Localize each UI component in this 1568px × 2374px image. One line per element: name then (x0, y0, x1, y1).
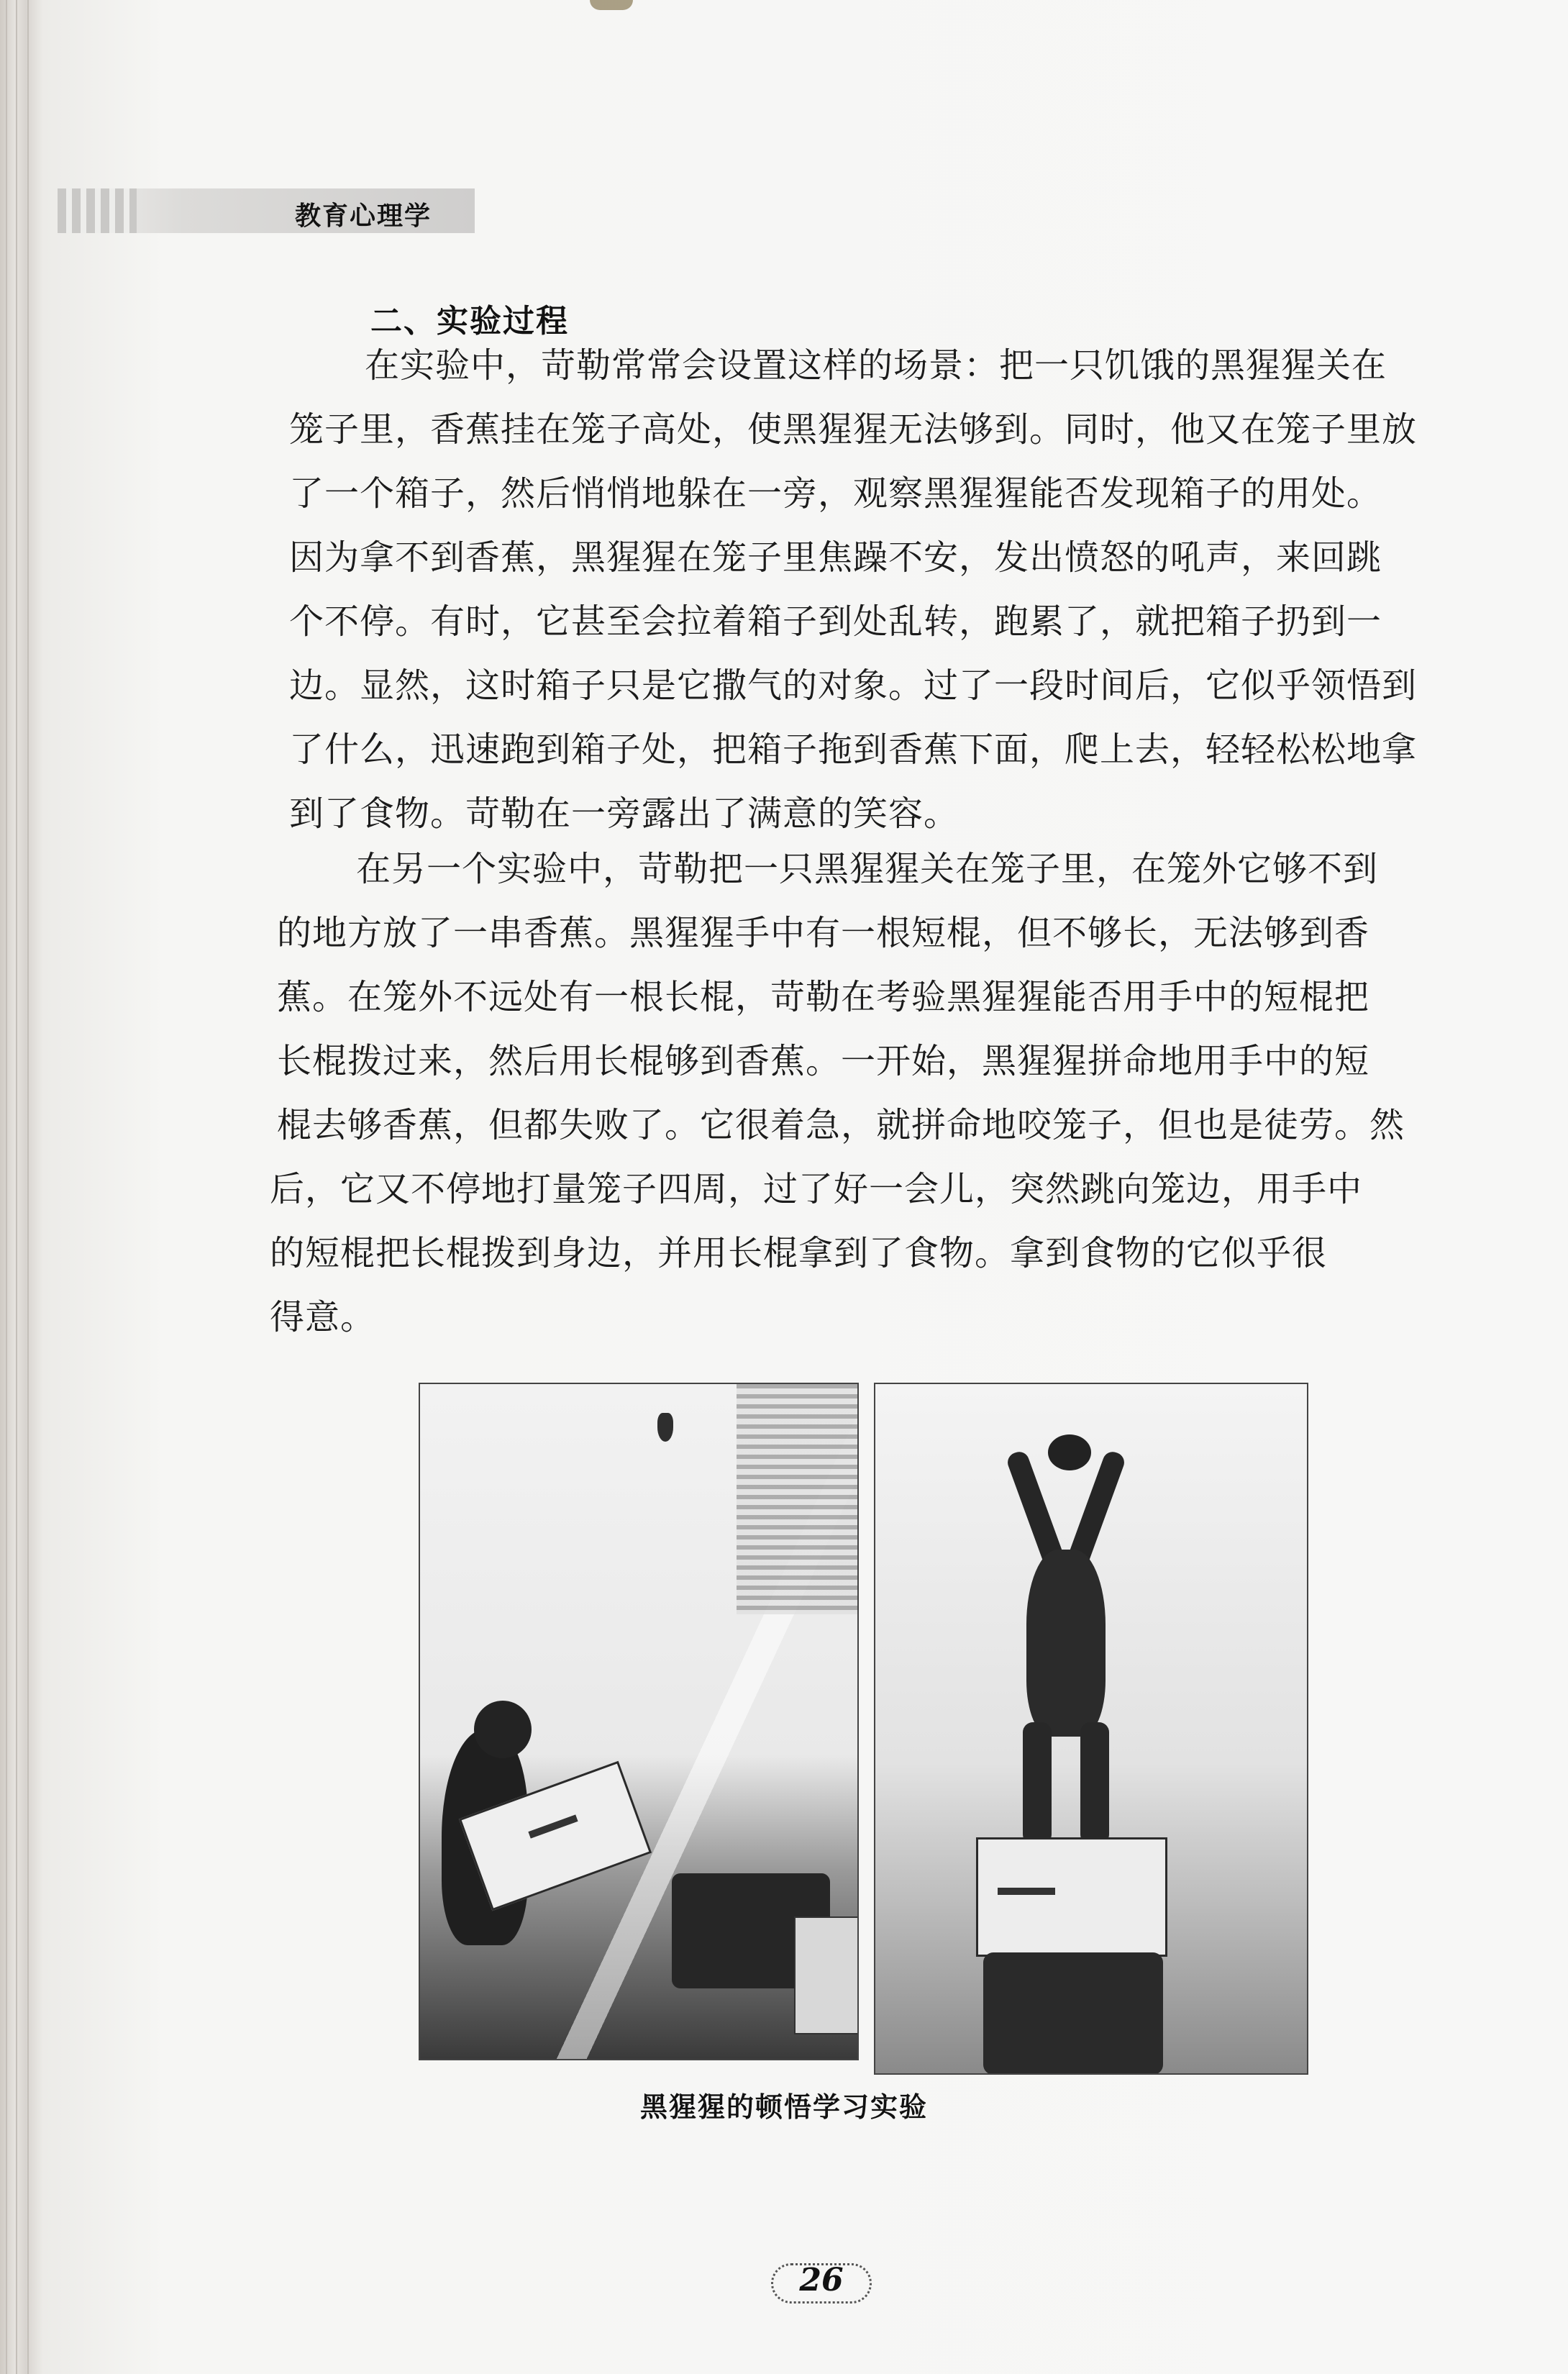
paragraph-line: 笼子里，香蕉挂在笼子高处，使黑猩猩无法够到。同时，他又在笼子里放 (289, 409, 1418, 450)
paragraph-line: 的短棍把长棍拨到身边，并用长棍拿到了食物。拿到食物的它似乎很 (270, 1233, 1328, 1273)
paragraph-line: 长棍拨过来，然后用长棍够到香蕉。一开始，黑猩猩拼命地用手中的短 (277, 1041, 1370, 1081)
paragraph-line: 了什么，迅速跑到箱子处，把箱子拖到香蕉下面，爬上去，轻轻松松地拿 (289, 729, 1418, 770)
running-header-title: 教育心理学 (295, 201, 432, 231)
paragraph-line: 得意。 (270, 1297, 376, 1337)
paragraph-line: 了一个箱子，然后悄悄地躲在一旁，观察黑猩猩能否发现箱子的用处。 (289, 473, 1382, 514)
page-number: 26 (799, 2262, 844, 2298)
paragraph-line: 蕉。在笼外不远处有一根长棍，苛勒在考验黑猩猩能否用手中的短棍把 (277, 977, 1370, 1017)
paragraph-line: 后，它又不停地打量笼子四周，过了好一会儿，突然跳向笼边，用手中 (270, 1169, 1363, 1209)
binding-mark (590, 0, 633, 10)
paragraph-line: 边。显然，这时箱子只是它撒气的对象。过了一段时间后，它似乎领悟到 (289, 665, 1418, 706)
chimpanzee-carrying-box-photo (419, 1383, 859, 2060)
paragraph-line: 棍去够香蕉，但都失败了。它很着急，就拼命地咬笼子，但也是徒劳。然 (277, 1105, 1405, 1145)
chimpanzee-standing-on-boxes-photo (874, 1383, 1308, 2075)
paragraph-line: 到了食物。苛勒在一旁露出了满意的笑容。 (289, 793, 960, 834)
paragraph-line: 在实验中，苛勒常常会设置这样的场景：把一只饥饿的黑猩猩关在 (365, 345, 1387, 386)
paragraph-line: 在另一个实验中，苛勒把一只黑猩猩关在笼子里，在笼外它够不到 (356, 849, 1379, 889)
page-number-badge (771, 2259, 872, 2309)
paragraph-line: 因为拿不到香蕉，黑猩猩在笼子里焦躁不安，发出愤怒的吼声，来回跳 (289, 537, 1382, 578)
figure-caption: 黑猩猩的顿悟学习实验 (639, 2091, 928, 2123)
header-step-decoration (58, 188, 137, 233)
section-heading: 二、实验过程 (370, 303, 569, 340)
book-page-edge (0, 0, 43, 2374)
paragraph-line: 个不停。有时，它甚至会拉着箱子到处乱转，跑累了，就把箱子扔到一 (289, 601, 1382, 642)
paragraph-line: 的地方放了一串香蕉。黑猩猩手中有一根短棍，但不够长，无法够到香 (277, 913, 1370, 953)
